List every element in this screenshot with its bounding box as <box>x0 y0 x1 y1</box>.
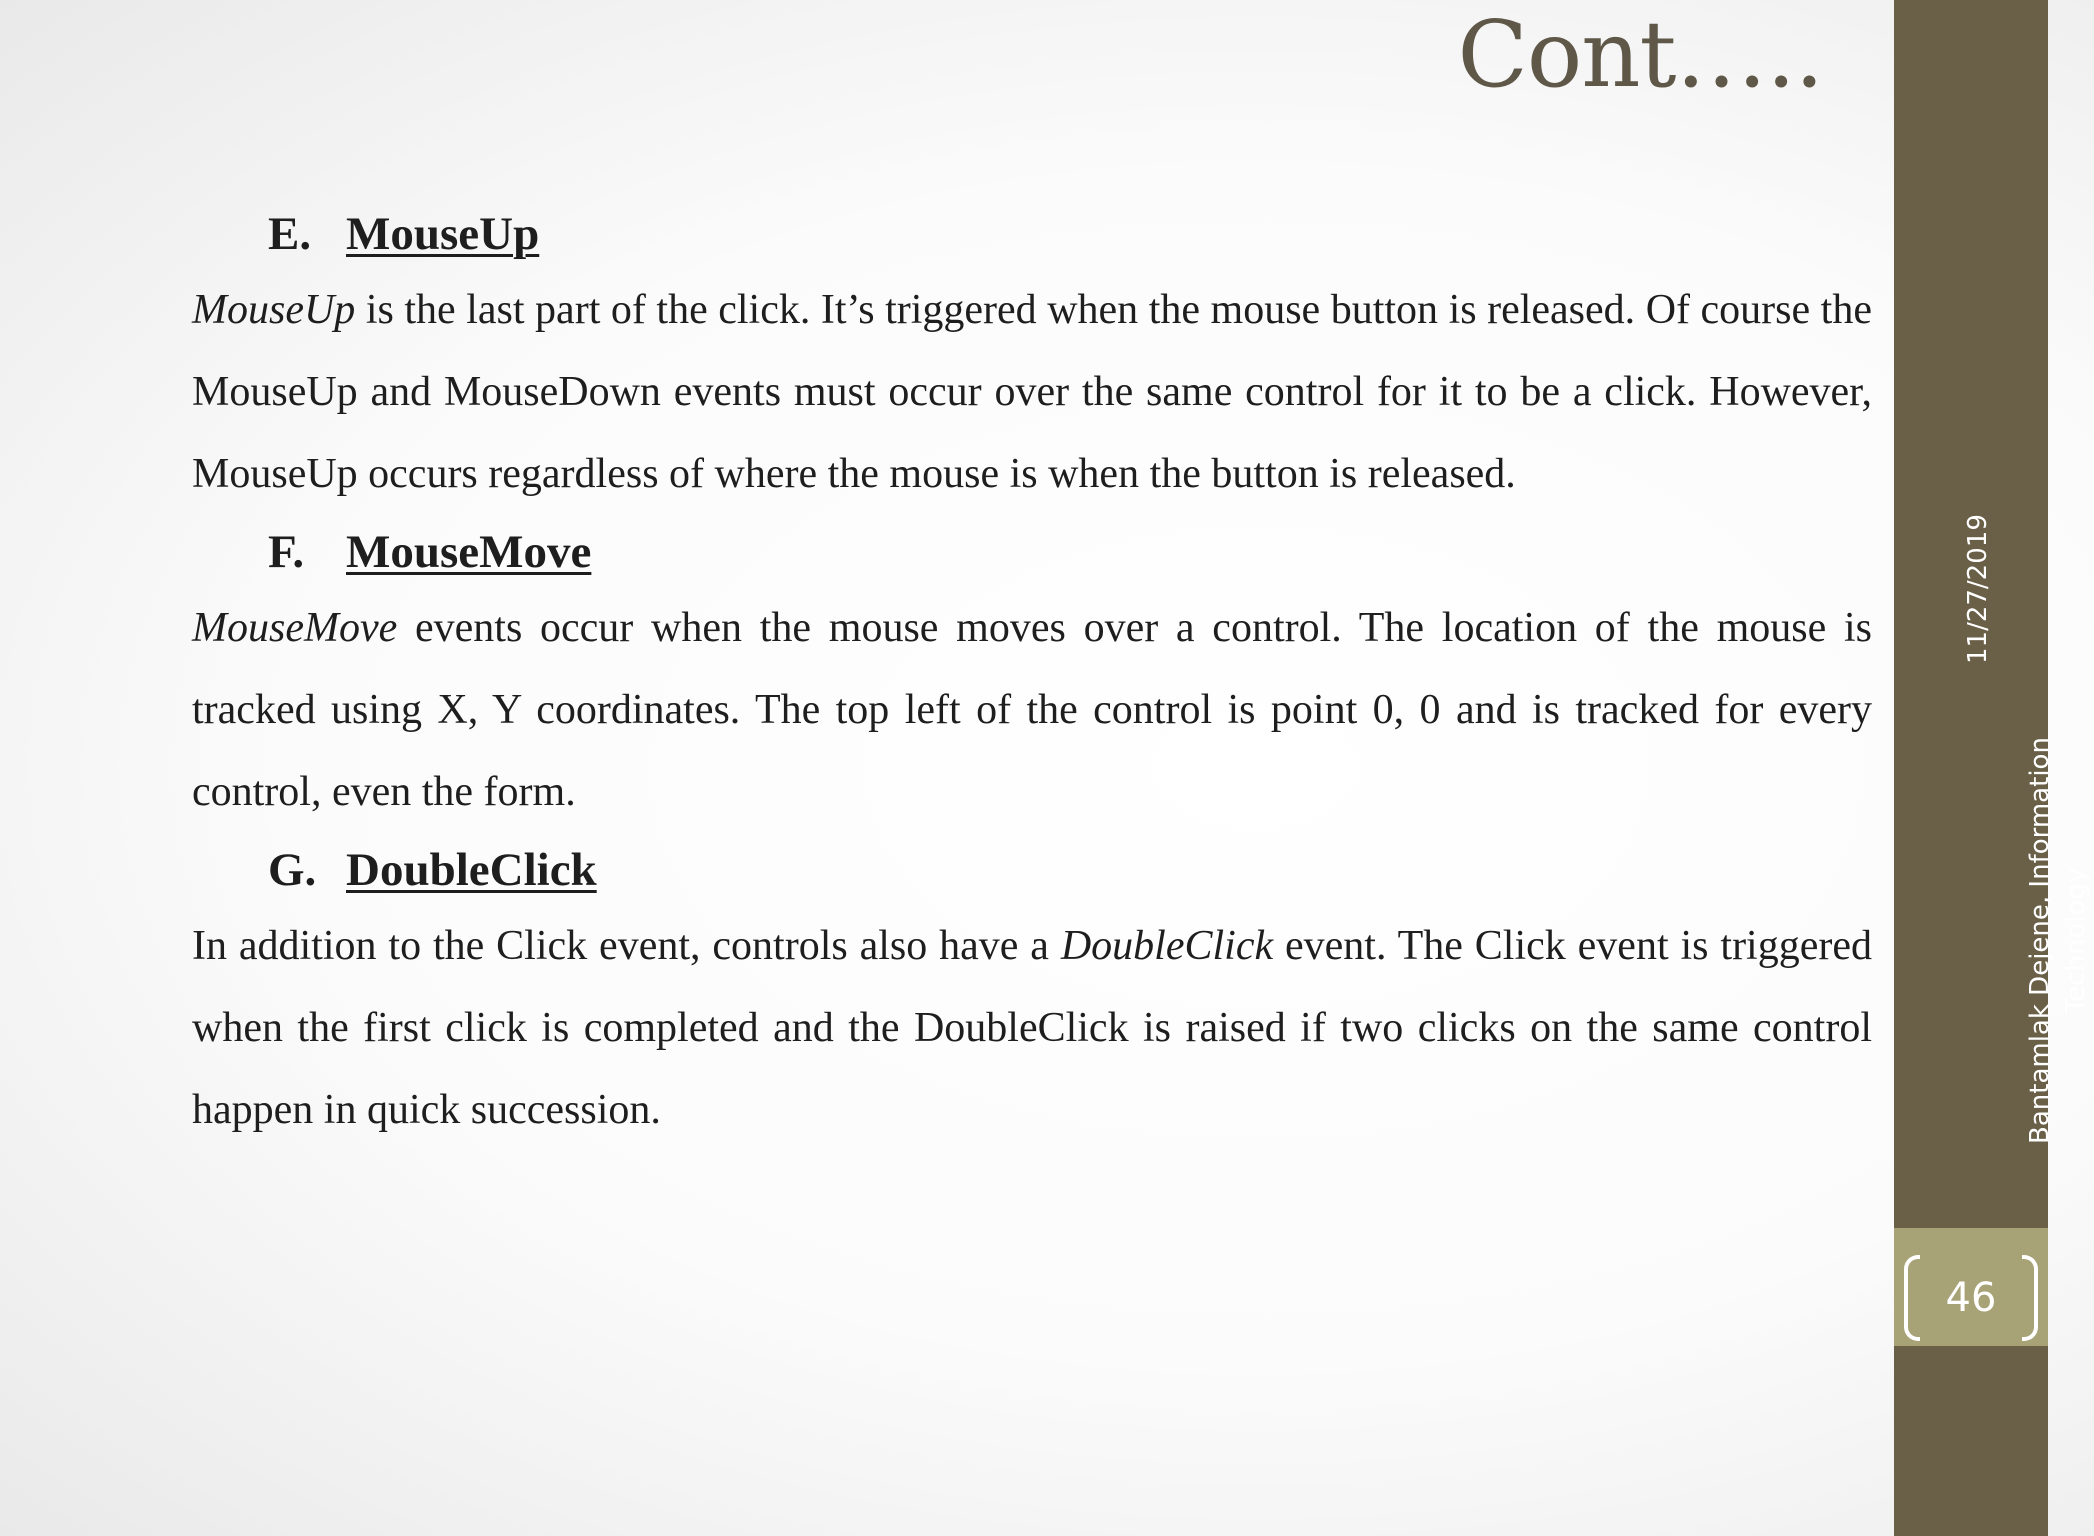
italic-term: MouseUp <box>192 287 356 333</box>
slide-title: Cont….. <box>1457 1 1823 108</box>
paragraph-text: events occur when the mouse moves over a control. The location of the mouse is tracked using X, Y coordinates. The top left of the control is point 0, 0 and is tracked for every control, even the form. <box>192 605 1872 815</box>
slide-number: 46 <box>1945 1275 1997 1321</box>
footer-date: 11/27/2019 <box>1963 514 1993 664</box>
heading-name: DoubleClick <box>346 844 597 896</box>
slide-number-band <box>1894 1228 2048 1346</box>
right-bracket-icon <box>2022 1255 2038 1341</box>
heading-mousemove <box>192 523 1872 581</box>
heading-name: MouseMove <box>346 526 592 578</box>
paragraph-text: event. The Click event is triggered when the first click is completed and the DoubleClick is raised if two clicks on the same control happen in quick succession. <box>192 923 1872 1133</box>
paragraph-text: In addition to the Click event, controls also have a <box>192 923 1061 969</box>
heading-letter: E. <box>268 208 312 260</box>
italic-term: MouseMove <box>192 605 398 651</box>
slide-content <box>192 205 1872 1159</box>
paragraph-doubleclick <box>192 905 1872 1151</box>
heading-name: MouseUp <box>346 208 540 260</box>
footer-author <box>2022 737 2094 1144</box>
paragraph-mousemove <box>192 587 1872 833</box>
heading-letter: F. <box>268 526 305 578</box>
footer-author-line1: Bantamlak Dejene, Information <box>2025 737 2055 1144</box>
footer-author-line2: Technology <box>2061 867 2091 1014</box>
heading-doubleclick <box>192 841 1872 899</box>
italic-term: DoubleClick <box>1060 923 1274 969</box>
heading-mouseup <box>192 205 1872 263</box>
paragraph-mouseup <box>192 269 1872 515</box>
heading-letter: G. <box>268 844 317 896</box>
paragraph-text: is the last part of the click. It’s triggered when the mouse button is released. Of course the MouseUp and MouseDown events must occur over the same control for it to be a click. However, MouseUp occurs regardless of where the mouse is when the button is released. <box>192 287 1872 497</box>
